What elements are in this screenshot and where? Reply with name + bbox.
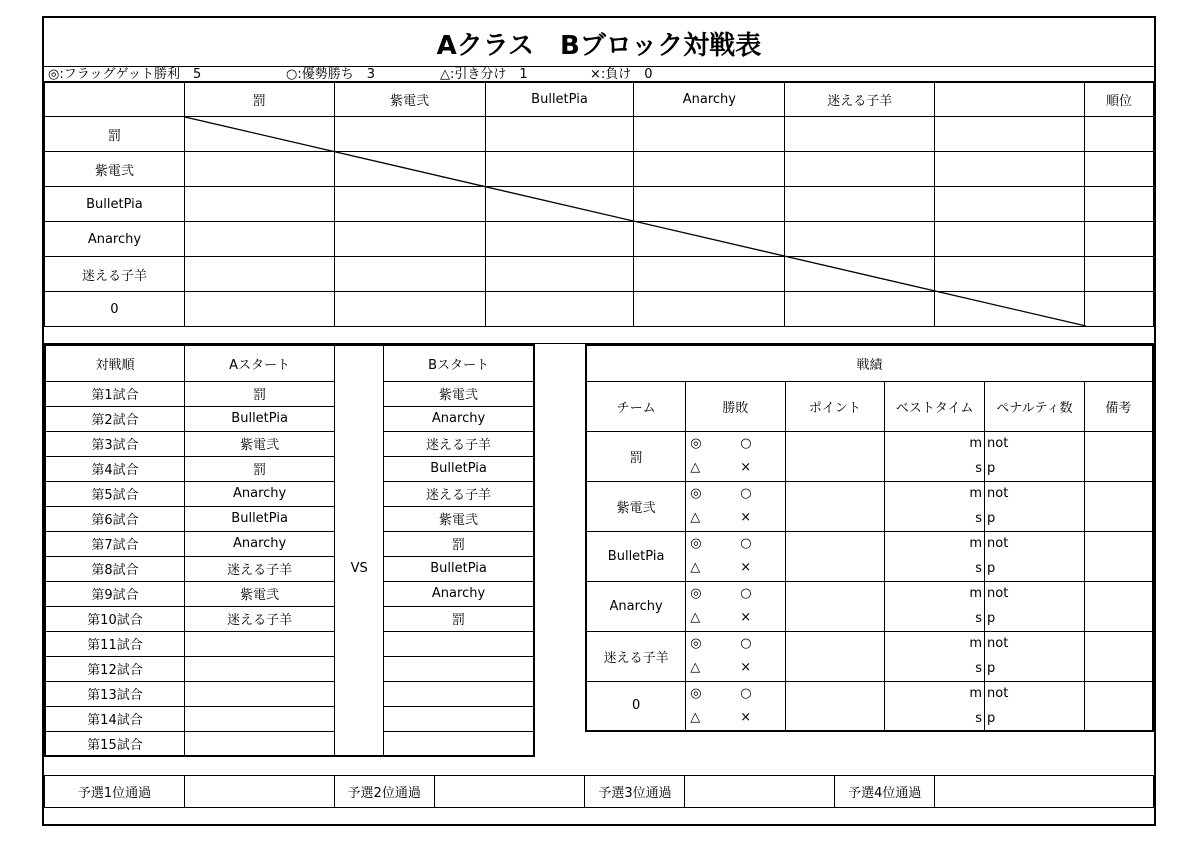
b-start-team [384,681,534,706]
circle-symbol: ○ [740,685,752,701]
matrix-col-header: BulletPia [485,83,634,117]
schedule-row [45,606,534,631]
b-start-team: BulletPia [384,556,534,581]
qualification-table [44,775,1154,808]
double-circle-symbol: ◎ [690,585,702,601]
results-header-best-time: ベストタイム [885,381,985,431]
b-start-team: 罰 [384,606,534,631]
matrix-col-header: 迷える子羊 [785,83,935,117]
penalty-top: not [985,681,1085,706]
a-start-team: 罰 [184,456,334,481]
triangle-symbol: △ [690,610,701,625]
round-robin-matrix [44,82,1154,327]
match-number: 第9試合 [45,581,184,606]
legend-advantage-win: ○:優勢勝ち 3 [286,67,375,82]
results-header-remarks: 備考 [1084,381,1153,431]
circle-symbol: ○ [740,535,752,551]
results-header-team: チーム [586,381,686,431]
schedule-row [45,706,534,731]
schedule-row [45,381,534,406]
match-number: 第4試合 [45,456,184,481]
schedule-row [45,431,534,456]
points-cell[interactable] [785,581,885,631]
match-number: 第13試合 [45,681,184,706]
triangle-symbol: △ [690,710,701,725]
circle-symbol: ○ [740,635,752,651]
win-loss-bottom [686,656,785,681]
schedule-row [45,456,534,481]
match-number: 第11試合 [45,631,184,656]
results-team-row [586,431,1153,456]
results-header-points: ポイント [785,381,885,431]
best-time-seconds: s [885,656,985,681]
matrix-col-header [935,83,1085,117]
matrix-row-header: 紫電弐 [45,152,185,187]
a-start-team [184,706,334,731]
schedule-row [45,656,534,681]
penalty-top: not [985,531,1085,556]
a-start-team [184,656,334,681]
match-number: 第10試合 [45,606,184,631]
a-start-team: BulletPia [184,506,334,531]
remarks-cell[interactable] [1084,431,1153,481]
best-time-seconds: s [885,456,985,481]
circle-symbol: ○ [740,585,752,601]
qualify-3rd-label: 予選3位通過 [585,776,685,808]
matrix-row-header: BulletPia [45,187,185,222]
a-start-team: 紫電弐 [184,431,334,456]
b-start-team [384,731,534,756]
penalty-bottom: p [985,606,1085,631]
win-loss-top [686,681,785,706]
best-time-seconds: s [885,556,985,581]
triangle-symbol: △ [690,660,701,675]
remarks-cell[interactable] [1084,581,1153,631]
matrix-row-header: 迷える子羊 [45,257,185,292]
cross-symbol: × [740,710,752,725]
remarks-cell[interactable] [1084,531,1153,581]
a-start-team: 紫電弐 [184,581,334,606]
triangle-symbol: △ [690,510,701,525]
schedule-row [45,531,534,556]
remarks-cell[interactable] [1084,481,1153,531]
best-time-minutes: m [885,431,985,456]
penalty-top: not [985,581,1085,606]
win-loss-bottom [686,506,785,531]
double-circle-symbol: ◎ [690,435,702,451]
circle-symbol: ○ [740,435,752,451]
points-cell[interactable] [785,681,885,731]
double-circle-symbol: ◎ [690,635,702,651]
cross-symbol: × [740,560,752,575]
b-start-team: BulletPia [384,456,534,481]
match-number: 第8試合 [45,556,184,581]
a-start-team: BulletPia [184,406,334,431]
match-number: 第14試合 [45,706,184,731]
results-title: 戦績 [586,345,1153,381]
win-loss-bottom [686,706,785,731]
best-time-seconds: s [885,606,985,631]
matrix-col-header: 紫電弐 [334,83,485,117]
matrix-row-header: 罰 [45,117,185,152]
b-start-team: 迷える子羊 [384,431,534,456]
results-header-win-loss: 勝敗 [686,381,785,431]
b-start-team: 紫電弐 [384,506,534,531]
a-start-team: 迷える子羊 [184,556,334,581]
penalty-bottom: p [985,456,1085,481]
win-loss-top [686,481,785,506]
schedule-row [45,731,534,756]
win-loss-top [686,431,785,456]
match-number: 第15試合 [45,731,184,756]
points-cell[interactable] [785,631,885,681]
triangle-symbol: △ [690,460,701,475]
vs-label: VS [335,381,384,756]
page-title: Aクラス Bブロック対戦表 [436,30,762,61]
results-team-name: 紫電弐 [586,481,686,531]
schedule-row [45,631,534,656]
a-start-team [184,681,334,706]
results-team-row [586,631,1153,656]
matrix-corner [45,83,185,117]
cross-symbol: × [740,660,752,675]
results-team-row [586,581,1153,606]
a-start-team: Anarchy [184,531,334,556]
match-number: 第6試合 [45,506,184,531]
a-start-team [184,631,334,656]
footer-blank-row [44,807,1154,824]
match-number: 第3試合 [45,431,184,456]
b-start-team: 紫電弐 [384,381,534,406]
win-loss-bottom [686,606,785,631]
b-start-team [384,631,534,656]
schedule-a-start-header: Aスタート [184,345,334,381]
win-loss-bottom [686,456,785,481]
cross-symbol: × [740,510,752,525]
matrix-rank-header: 順位 [1084,83,1153,117]
best-time-minutes: m [885,681,985,706]
remarks-cell[interactable] [1084,631,1153,681]
b-start-team: Anarchy [384,581,534,606]
best-time-minutes: m [885,481,985,506]
matrix-col-header: Anarchy [634,83,785,117]
win-loss-bottom [686,556,785,581]
best-time-minutes: m [885,581,985,606]
qualify-2nd-label: 予選2位通過 [334,776,434,808]
points-cell[interactable] [785,531,885,581]
matrix-col-header: 罰 [184,83,334,117]
best-time-minutes: m [885,631,985,656]
double-circle-symbol: ◎ [690,685,702,701]
penalty-bottom: p [985,556,1085,581]
matrix-row-header: 0 [45,292,185,327]
win-loss-top [686,531,785,556]
legend-draw: △:引き分け 1 [440,67,528,82]
remarks-cell[interactable] [1084,681,1153,731]
points-cell[interactable] [785,481,885,531]
best-time-seconds: s [885,706,985,731]
results-team-name: 迷える子羊 [586,631,686,681]
scoring-legend [44,66,1154,82]
legend-lose: ×:負け 0 [590,67,653,82]
points-cell[interactable] [785,431,885,481]
schedule-order-header: 対戦順 [45,345,184,381]
double-circle-symbol: ◎ [690,485,702,501]
b-start-team: Anarchy [384,406,534,431]
penalty-bottom: p [985,656,1085,681]
a-start-team: Anarchy [184,481,334,506]
match-schedule-table [44,344,535,757]
penalty-top: not [985,481,1085,506]
win-loss-top [686,631,785,656]
qualify-1st-label: 予選1位通過 [45,776,185,808]
results-header-penalty: ペナルティ数 [985,381,1085,431]
results-team-name: BulletPia [586,531,686,581]
qualify-1st-value[interactable] [184,776,334,808]
schedule-row [45,556,534,581]
match-number: 第1試合 [45,381,184,406]
best-time-seconds: s [885,506,985,531]
circle-symbol: ○ [740,485,752,501]
triangle-symbol: △ [690,560,701,575]
penalty-bottom: p [985,706,1085,731]
double-circle-symbol: ◎ [690,535,702,551]
schedule-row [45,406,534,431]
a-start-team: 迷える子羊 [184,606,334,631]
qualify-4th-value[interactable] [935,776,1154,808]
schedule-row [45,581,534,606]
qualify-3rd-value[interactable] [685,776,835,808]
schedule-row [45,481,534,506]
match-number: 第7試合 [45,531,184,556]
match-number: 第2試合 [45,406,184,431]
results-team-name: 罰 [586,431,686,481]
results-team-name: Anarchy [586,581,686,631]
penalty-bottom: p [985,506,1085,531]
qualify-4th-label: 予選4位通過 [835,776,935,808]
match-number: 第12試合 [45,656,184,681]
cross-symbol: × [740,460,752,475]
legend-flag-win: ◎:フラッグゲット勝利 5 [48,67,202,82]
penalty-top: not [985,431,1085,456]
results-team-row [586,681,1153,706]
b-start-team [384,706,534,731]
match-number: 第5試合 [45,481,184,506]
best-time-minutes: m [885,531,985,556]
a-start-team [184,731,334,756]
results-team-name: 0 [586,681,686,731]
qualify-2nd-value[interactable] [434,776,585,808]
results-table [585,344,1154,732]
penalty-top: not [985,631,1085,656]
schedule-b-start-header: Bスタート [384,345,534,381]
cross-symbol: × [740,610,752,625]
schedule-row [45,506,534,531]
results-team-row [586,481,1153,506]
matrix-row-header: Anarchy [45,222,185,257]
schedule-row [45,681,534,706]
win-loss-top [686,581,785,606]
results-team-row [586,531,1153,556]
b-start-team: 罰 [384,531,534,556]
b-start-team [384,656,534,681]
b-start-team: 迷える子羊 [384,481,534,506]
a-start-team: 罰 [184,381,334,406]
